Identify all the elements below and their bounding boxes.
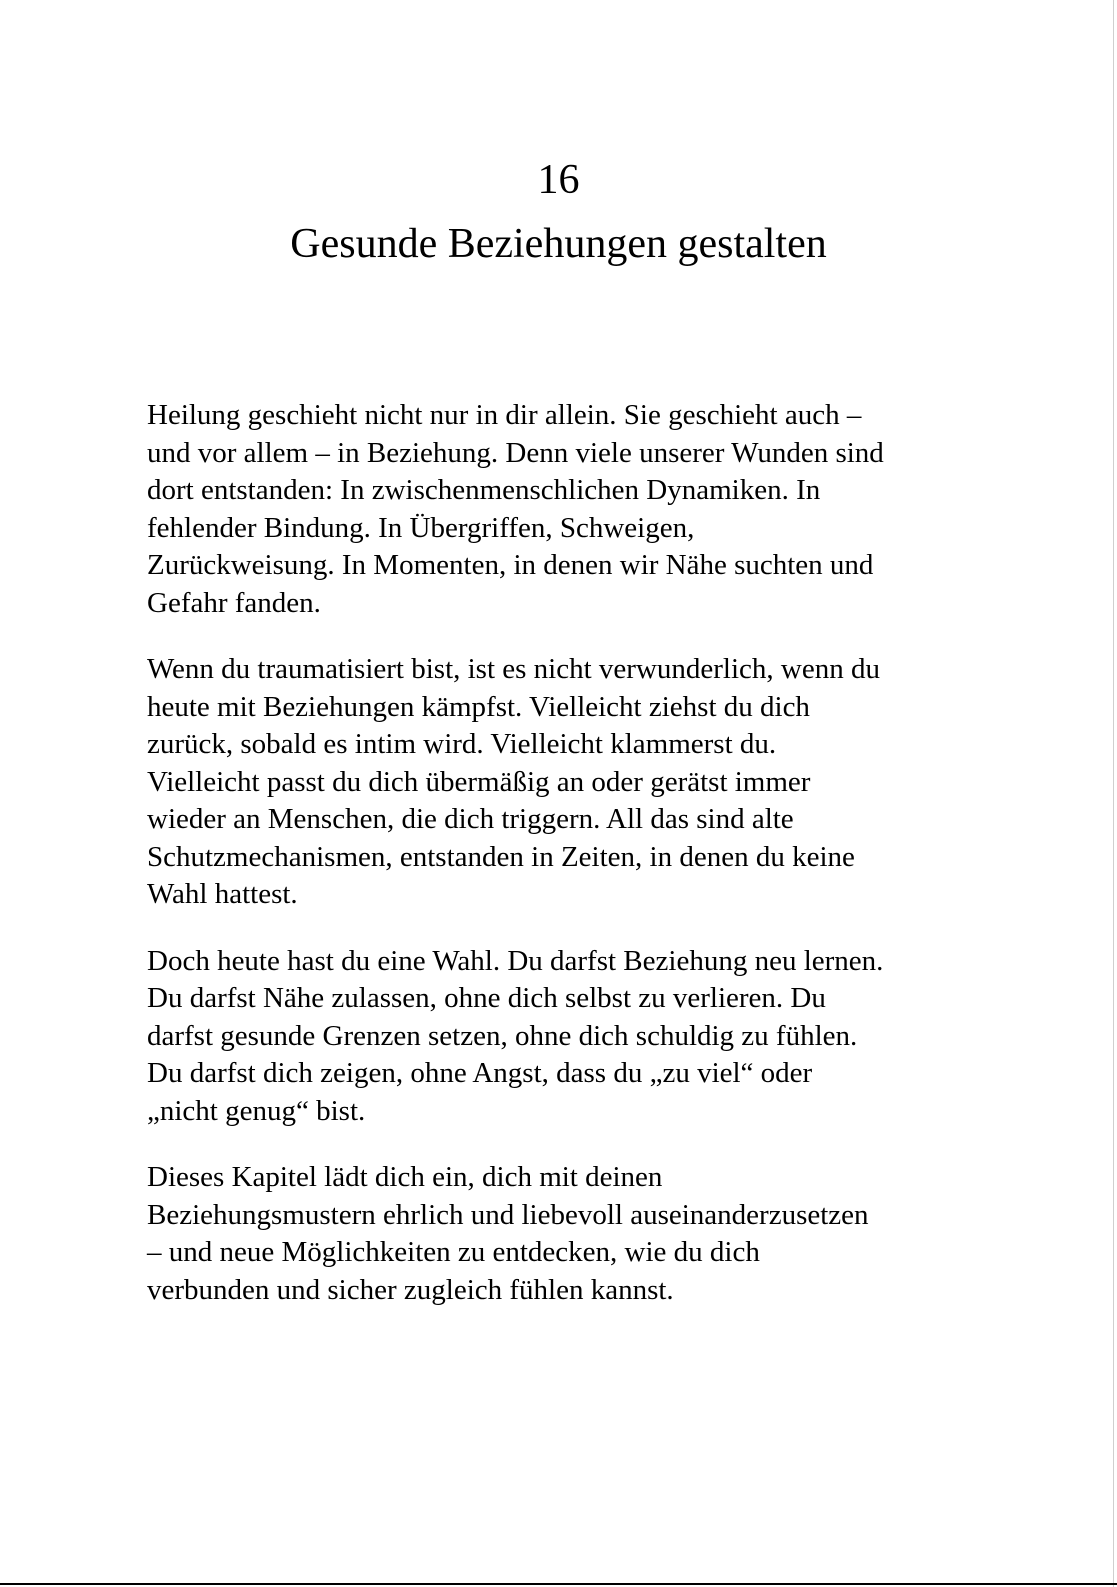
chapter-title: Gesunde Beziehungen gestalten: [290, 221, 827, 267]
chapter-number: 16: [537, 157, 580, 203]
paragraph-1: Heilung geschieht nicht nur in dir allein. Sie geschieht auch – und vor allem – in Beziehung. Denn viele unserer Wunden sind dort entstanden: In zwischenmenschlichen Dynamiken. In fehlender Bindung. In Übergriffen, Schweigen, Zurückweisung. In Momenten, in denen wir Nähe suchten und Gefahr fanden.: [147, 399, 884, 619]
chapter-body: [147, 397, 977, 1338]
chapter-header: [0, 152, 1117, 272]
paragraph-2: Wenn du traumatisiert bist, ist es nicht verwunderlich, wenn du heute mit Beziehungen kämpfst. Vielleicht ziehst du dich zurück, sobald es intim wird. Vielleicht klammerst du. Vielleicht passt du dich übermäßig an oder gerätst immer wieder an Menschen, die dich triggern. All das sind alte Schutzmechanismen, entstanden in Zeiten, in denen du keine Wahl hattest.: [147, 653, 880, 910]
page-edge-right: [1113, 0, 1114, 1587]
page-edge-bottom: [0, 1583, 1117, 1585]
paragraph-4: Dieses Kapitel lädt dich ein, dich mit deinen Beziehungsmustern ehrlich und liebevoll auseinanderzusetzen – und neue Möglichkeiten zu entdecken, wie du dich verbunden und sicher zugleich fühlen kannst.: [147, 1161, 869, 1306]
paragraph-3: Doch heute hast du eine Wahl. Du darfst Beziehung neu lernen. Du darfst Nähe zulassen, ohne dich selbst zu verlieren. Du darfst gesunde Grenzen setzen, ohne dich schuldig zu fühlen. Du darfst dich zeigen, ohne Angst, dass du „zu viel“ oder „nicht genug“ bist.: [147, 944, 884, 1127]
